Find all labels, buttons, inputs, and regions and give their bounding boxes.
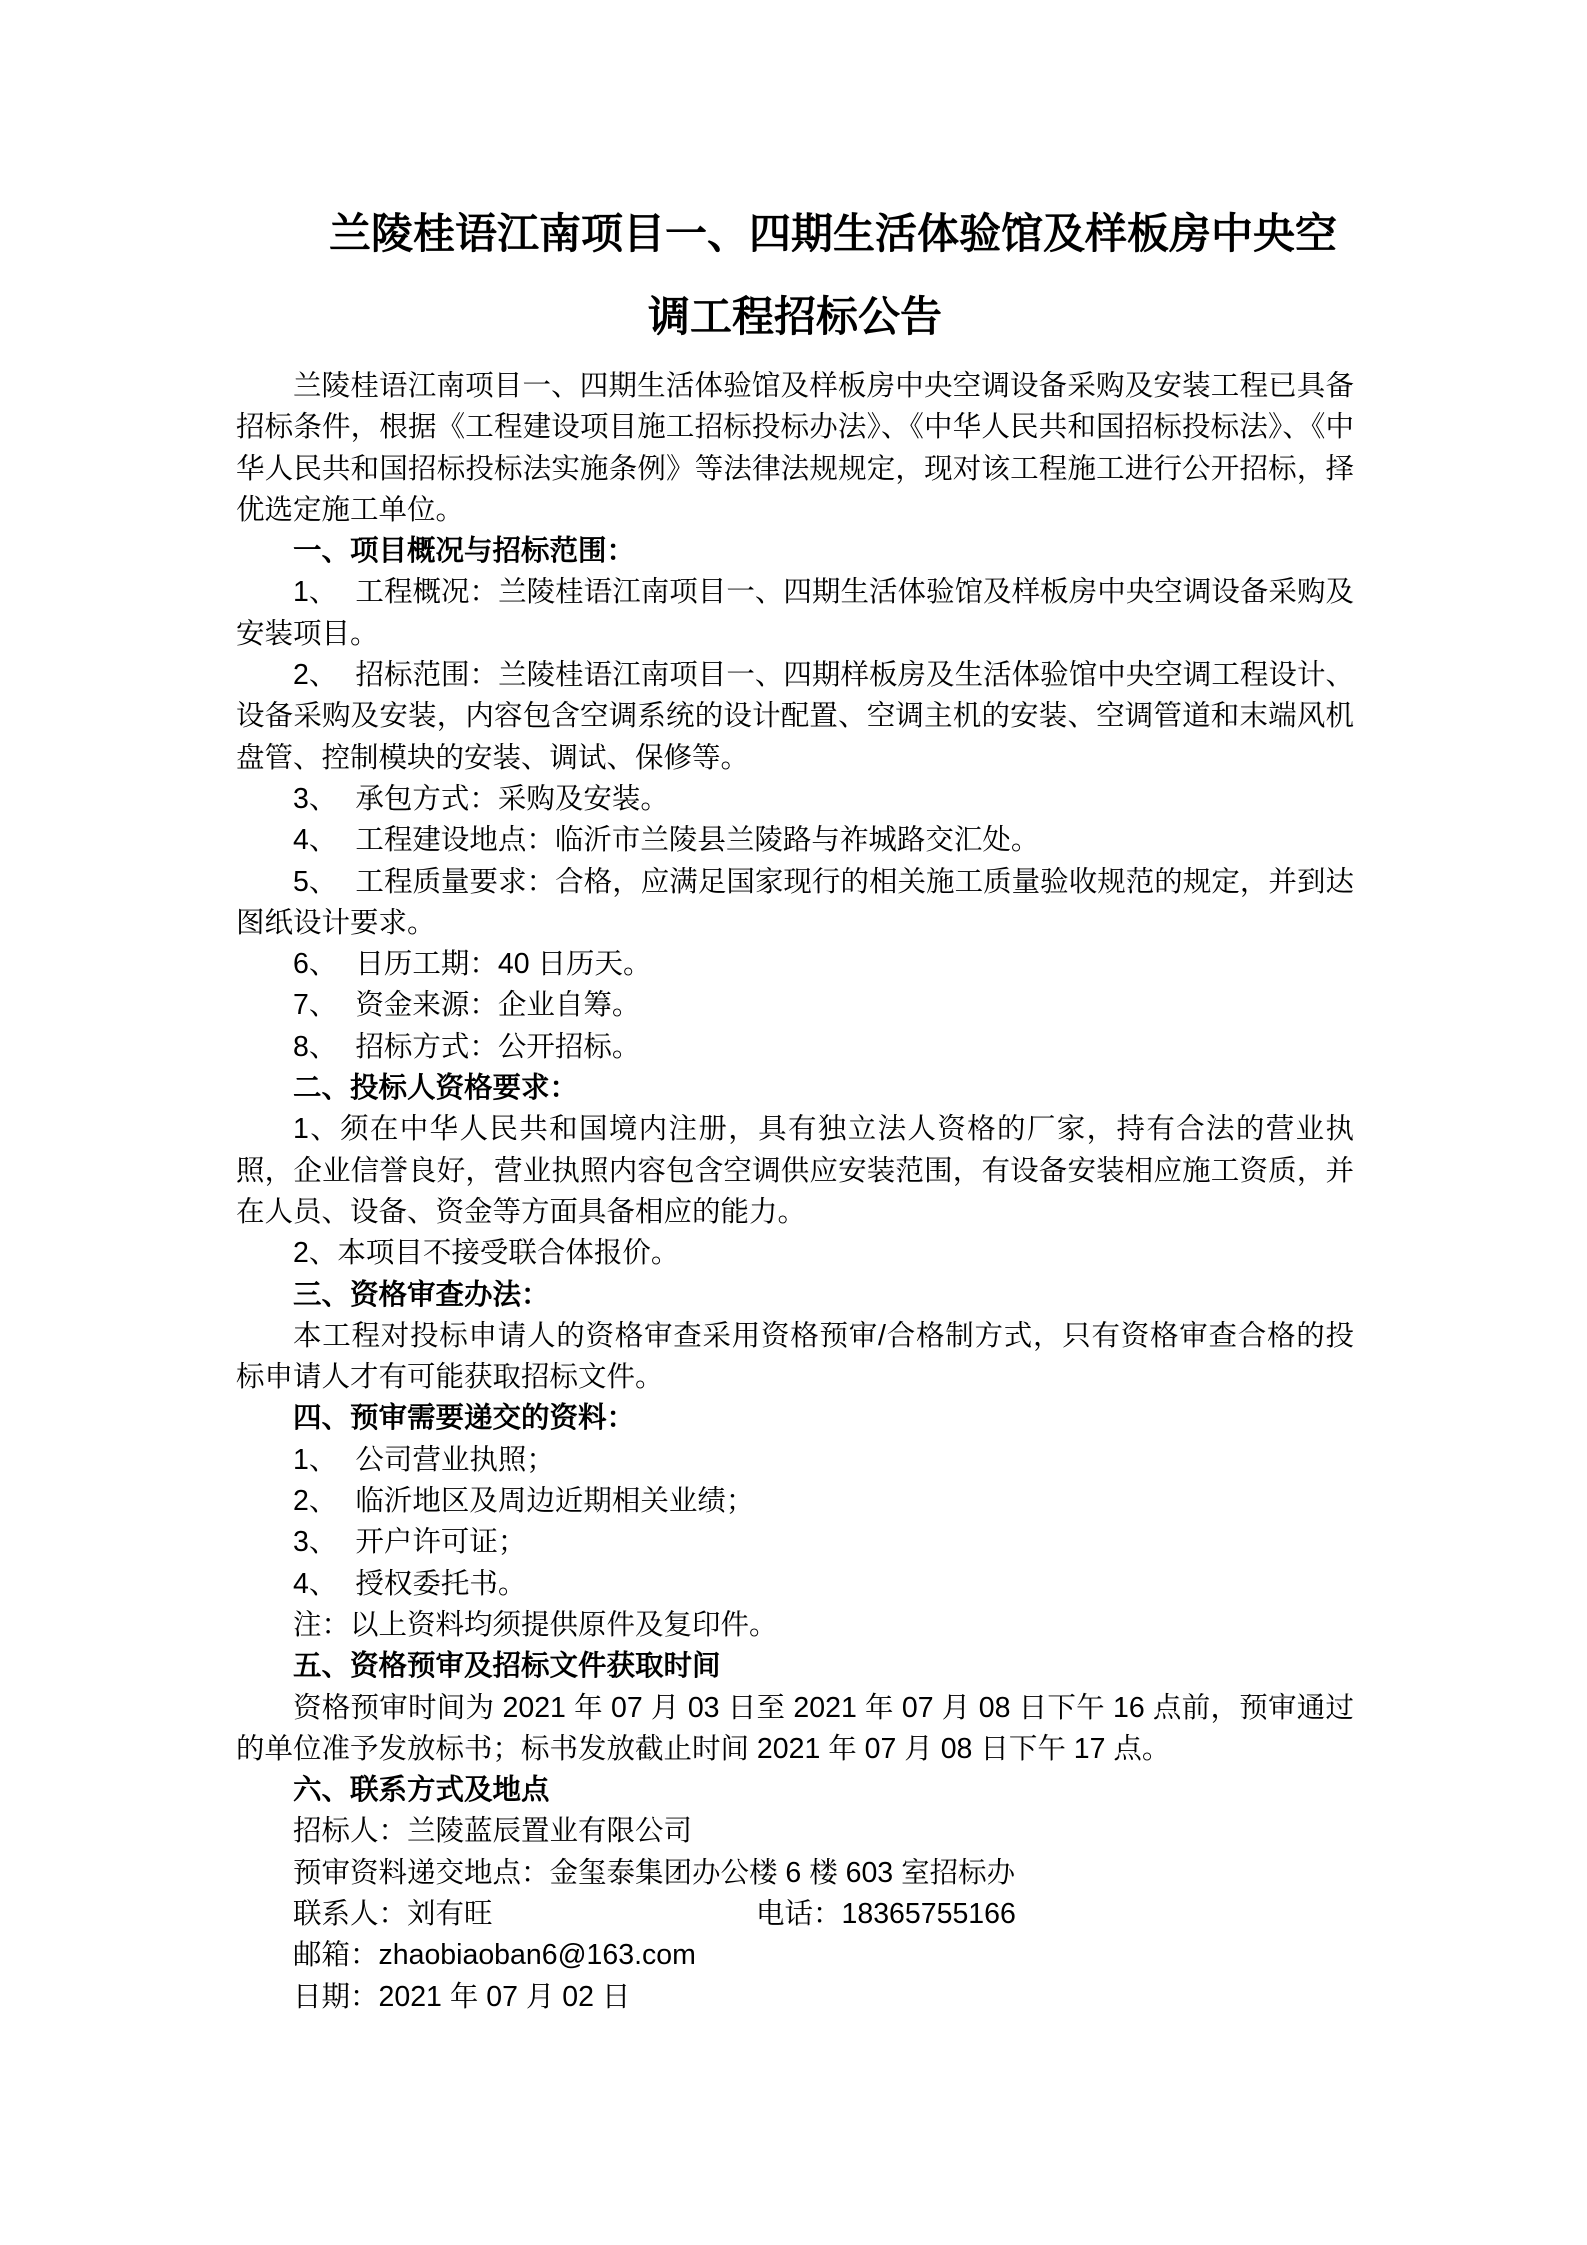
item-number: 2、 — [293, 1485, 338, 1518]
s1-item-7 — [236, 985, 1354, 1026]
s4-item-2 — [236, 1481, 1354, 1522]
s1-item-2 — [236, 655, 1354, 779]
item-number: 1、 — [293, 1443, 338, 1476]
item-text: 开户许可证； — [355, 1526, 527, 1559]
s1-item-4 — [236, 820, 1354, 861]
section-2-heading: 二、投标人资格要求： — [293, 1072, 579, 1105]
item-number: 3、 — [293, 782, 338, 815]
item-text: 临沂地区及周边近期相关业绩； — [355, 1485, 755, 1518]
contact-phone: 电话：18365755166 — [756, 1897, 1016, 1930]
item-text: 工程质量要求：合格，应满足国家现行的相关施工质量验收规范的规定，并到达图纸设计要求。 — [236, 865, 1354, 939]
s6-tenderer-line: 招标人：兰陵蓝辰置业有限公司 — [293, 1815, 693, 1848]
s4-note: 注：以上资料均须提供原件及复印件。 — [293, 1608, 778, 1641]
item-text: 工程概况：兰陵桂语江南项目一、四期生活体验馆及样板房中央空调设备采购及安装项目。 — [236, 576, 1354, 650]
item-number: 8、 — [293, 1030, 338, 1063]
s6-email-line: 邮箱：zhaobiaoban6@163.com — [293, 1939, 696, 1972]
item-text: 公司营业执照； — [355, 1443, 555, 1476]
section-1-heading: 一、项目概况与招标范围： — [293, 535, 636, 568]
s5-para: 资格预审时间为 2021 年 07 月 03 日至 2021 年 07 月 08 日下午 16 点前，预审通过的单位准予发放标书；标书发放截止时间 2021 年 07 月 08 日下午 17 点。 — [236, 1691, 1354, 1765]
s1-item-8 — [236, 1027, 1354, 1068]
item-number: 4、 — [293, 1567, 338, 1600]
s2-para-2: 2、本项目不接受联合体报价。 — [293, 1237, 680, 1270]
item-number: 6、 — [293, 948, 338, 981]
item-number: 3、 — [293, 1526, 338, 1559]
s4-item-1 — [236, 1440, 1354, 1481]
item-number: 4、 — [293, 824, 338, 857]
s4-item-3 — [236, 1522, 1354, 1563]
item-number: 7、 — [293, 989, 338, 1022]
item-text: 日历工期：40 日历天。 — [355, 948, 652, 981]
item-text: 承包方式：采购及安装。 — [355, 782, 669, 815]
item-number: 5、 — [293, 865, 338, 898]
section-4-heading: 四、预审需要递交的资料： — [293, 1402, 636, 1435]
s3-para: 本工程对投标申请人的资格审查采用资格预审/合格制方式，只有资格审查合格的投标申请人才有可能获取招标文件。 — [236, 1319, 1354, 1394]
s2-para-1: 1、须在中华人民共和国境内注册，具有独立法人资格的厂家，持有合法的营业执照，企业信誉良好，营业执照内容包含空调供应安装范围，有设备安装相应施工资质，并在人员、设备、资金等方面具备相应的能力。 — [236, 1113, 1354, 1228]
section-6-heading: 六、联系方式及地点 — [293, 1774, 550, 1807]
s1-item-5 — [236, 862, 1354, 945]
item-text: 资金来源：企业自筹。 — [355, 989, 641, 1022]
doc-title-line-1: 兰陵桂语江南项目一、四期生活体验馆及样板房中央空 — [328, 210, 1337, 257]
s1-item-6 — [236, 944, 1354, 985]
s6-submission-line: 预审资料递交地点：金玺泰集团办公楼 6 楼 603 室招标办 — [293, 1856, 1016, 1889]
s6-date-line: 日期：2021 年 07 月 02 日 — [293, 1980, 631, 2013]
item-text: 工程建设地点：临沂市兰陵县兰陵路与祚城路交汇处。 — [355, 824, 1040, 857]
item-number: 1、 — [293, 576, 338, 609]
item-text: 招标方式：公开招标。 — [355, 1030, 641, 1063]
s6-contact-line — [236, 1894, 1354, 1935]
item-text: 招标范围：兰陵桂语江南项目一、四期样板房及生活体验馆中央空调工程设计、设备采购及安装，内容包含空调系统的设计配置、空调主机的安装、空调管道和末端风机盘管、控制模块的安装、调试、保修等。 — [236, 659, 1354, 774]
section-5-heading: 五、资格预审及招标文件获取时间 — [293, 1650, 721, 1683]
section-3-heading: 三、资格审查办法： — [293, 1278, 550, 1311]
intro-paragraph: 兰陵桂语江南项目一、四期生活体验馆及样板房中央空调设备采购及安装工程已具备招标条件，根据《工程建设项目施工招标投标办法》、《中华人民共和国招标投标法》、《中华人民共和国招标投标法实施条例》等法律法规规定，现对该工程施工进行公开招标，择优选定施工单位。 — [236, 370, 1354, 526]
item-text: 授权委托书。 — [355, 1567, 527, 1600]
item-number: 2、 — [293, 659, 338, 692]
s1-item-3 — [236, 779, 1354, 820]
doc-title — [236, 192, 1354, 358]
doc-title-line-2: 调工程招标公告 — [647, 293, 942, 340]
contact-person: 联系人：刘有旺 — [293, 1897, 493, 1930]
s4-item-4 — [236, 1564, 1354, 1605]
s1-item-1 — [236, 572, 1354, 655]
